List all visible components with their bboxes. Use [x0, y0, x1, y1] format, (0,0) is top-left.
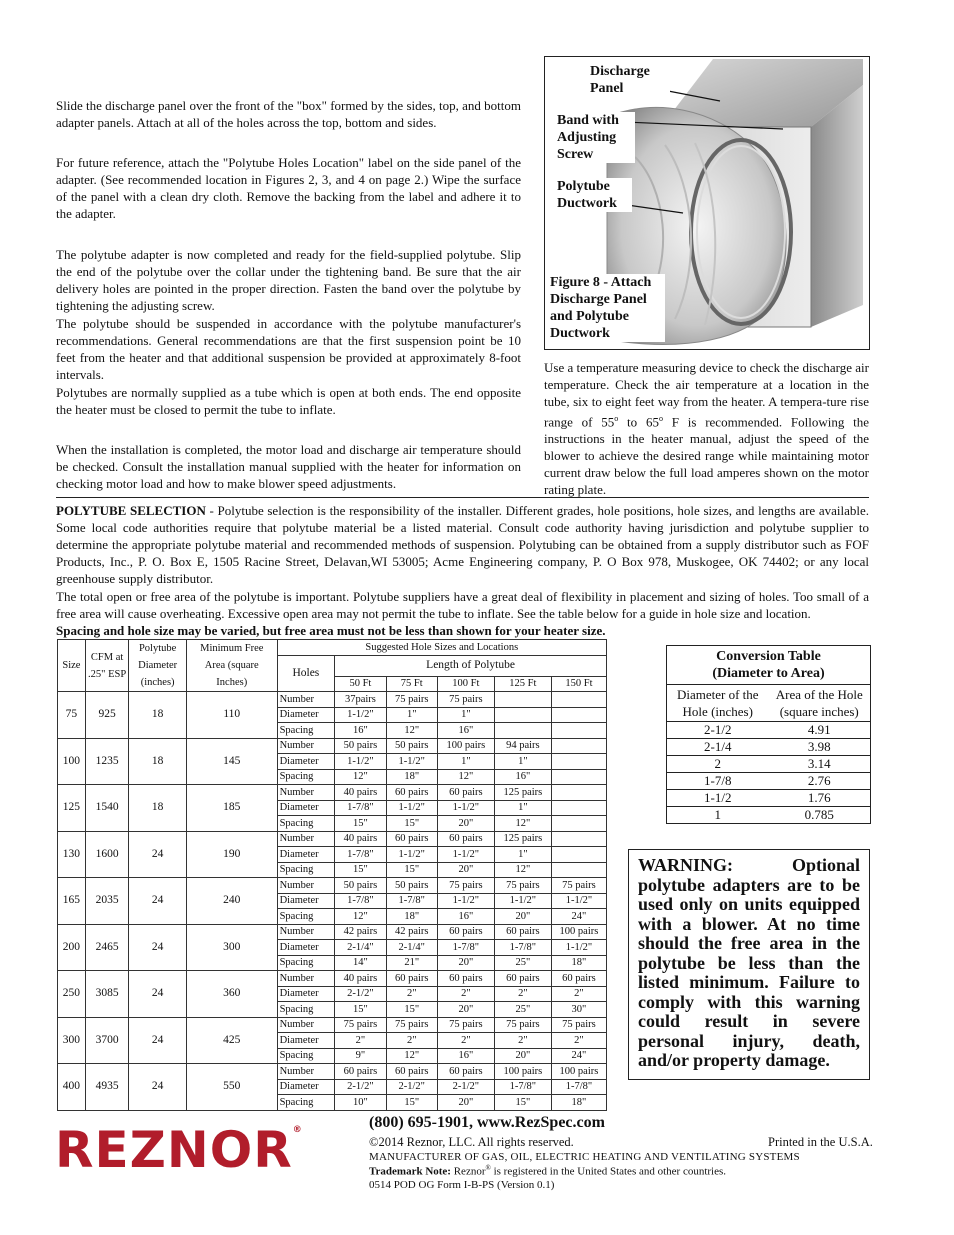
- cell-diameter: 1": [386, 707, 437, 723]
- cell-number: 75 pairs: [437, 1017, 494, 1033]
- cell-number: 75 pairs: [551, 1017, 606, 1033]
- header-cfm: CFM at .25" ESP: [85, 640, 129, 692]
- header-length-150: 150 Ft: [551, 676, 606, 692]
- cell-diameter: 1-7/8": [437, 940, 494, 956]
- conversion-diameter: 2-1/2: [704, 722, 732, 737]
- cell-diameter: 2-1/2": [335, 1079, 387, 1095]
- cell-spacing: [551, 816, 606, 832]
- cell-size: 125: [58, 785, 86, 832]
- cell-polytube-diameter: 18: [129, 738, 187, 785]
- cell-diameter: 2-1/4": [386, 940, 437, 956]
- conversion-diameter: 2-1/4: [704, 739, 732, 754]
- conversion-header-diameter: Diameter of the Hole (inches): [676, 687, 759, 719]
- cell-diameter: [551, 800, 606, 816]
- cell-size: 130: [58, 831, 86, 878]
- cell-row-label: Spacing: [277, 769, 335, 785]
- cell-diameter: 1-1/2": [335, 754, 387, 770]
- table-row: [58, 1064, 607, 1080]
- cell-spacing: 21": [386, 955, 437, 971]
- cell-row-label: Diameter: [277, 986, 335, 1002]
- cell-spacing: 15": [335, 816, 387, 832]
- cell-number: 50 pairs: [386, 738, 437, 754]
- cell-row-label: Number: [277, 971, 335, 987]
- cell-diameter: 2": [551, 1033, 606, 1049]
- cell-min-free-area: 360: [186, 971, 277, 1018]
- paragraph-discharge-panel: Slide the discharge panel over the front of the "box" formed by the sides, top, and bottom adapter panels. Attach at all of the holes across the top, bottom and sides.: [56, 98, 521, 130]
- form-number: 0514 POD OG Form I-B-PS (Version 0.1): [369, 1179, 555, 1191]
- cell-min-free-area: 145: [186, 738, 277, 785]
- cell-spacing: [551, 723, 606, 739]
- cell-size: 100: [58, 738, 86, 785]
- cell-number: 60 pairs: [437, 924, 494, 940]
- cell-diameter: 1-7/8": [335, 847, 387, 863]
- cell-diameter: 2-1/2": [386, 1079, 437, 1095]
- warning-box: WARNING: Optional polytube adapters are to be used only on units equipped with a blower. At no time should the free area in the polytube be less than the listed minimum. Failure to comply with this warning could result in severe personal injury, death, and/or property damage.: [628, 849, 870, 1080]
- divider: [56, 497, 869, 498]
- table-row: [58, 738, 607, 754]
- header-length-50: 50 Ft: [335, 676, 387, 692]
- cell-diameter: 1-1/2": [494, 893, 551, 909]
- cell-diameter: 2-1/4": [335, 940, 387, 956]
- hole-size-table: [57, 639, 607, 1111]
- cell-diameter: 1": [437, 707, 494, 723]
- cell-number: 125 pairs: [494, 785, 551, 801]
- header-length: Length of Polytube: [335, 655, 607, 676]
- cell-number: 40 pairs: [335, 785, 387, 801]
- cell-diameter: 1": [494, 847, 551, 863]
- cell-number: [551, 785, 606, 801]
- cell-size: 75: [58, 692, 86, 739]
- table-row: [58, 878, 607, 894]
- conversion-row: [667, 756, 870, 773]
- cell-spacing: 15": [335, 862, 387, 878]
- cell-spacing: 9": [335, 1048, 387, 1064]
- header-holes: Holes: [277, 655, 335, 692]
- header-size: Size: [58, 640, 86, 692]
- cell-diameter: 1-1/2": [437, 847, 494, 863]
- cell-spacing: 16": [437, 723, 494, 739]
- trademark-note: Trademark Note: Reznor® is registered in the United States and other countries.: [369, 1164, 727, 1178]
- cell-diameter: 2": [386, 1033, 437, 1049]
- table-row: [58, 1017, 607, 1033]
- cell-row-label: Number: [277, 738, 335, 754]
- cell-number: [551, 831, 606, 847]
- cell-cfm: 3700: [85, 1017, 129, 1064]
- cell-row-label: Number: [277, 1017, 335, 1033]
- cell-polytube-diameter: 24: [129, 1064, 187, 1111]
- cell-number: 60 pairs: [437, 971, 494, 987]
- cell-spacing: 20": [437, 816, 494, 832]
- cell-spacing: 20": [437, 955, 494, 971]
- cell-number: 94 pairs: [494, 738, 551, 754]
- cell-spacing: 12": [335, 909, 387, 925]
- header-length-100: 100 Ft: [437, 676, 494, 692]
- cell-diameter: 1": [494, 754, 551, 770]
- cell-spacing: [494, 723, 551, 739]
- cell-spacing: 12": [335, 769, 387, 785]
- cell-spacing: 15": [494, 1095, 551, 1111]
- header-length-75: 75 Ft: [386, 676, 437, 692]
- cell-spacing: 18": [551, 955, 606, 971]
- cell-number: 75 pairs: [335, 1017, 387, 1033]
- cell-spacing: 15": [335, 1002, 387, 1018]
- cell-number: 60 pairs: [494, 924, 551, 940]
- paragraph-closed-end: Polytubes are normally supplied as a tube which is open at both ends. The end opposite the heater must be closed to permit the tube to inflate.: [56, 385, 521, 417]
- cell-min-free-area: 110: [186, 692, 277, 739]
- manufacturer-line: MANUFACTURER OF GAS, OIL, ELECTRIC HEATING AND VENTILATING SYSTEMS: [369, 1151, 800, 1163]
- cell-spacing: 20": [494, 909, 551, 925]
- cell-diameter: [551, 754, 606, 770]
- cell-spacing: 20": [437, 862, 494, 878]
- cell-row-label: Diameter: [277, 754, 335, 770]
- conversion-area: 4.91: [807, 722, 831, 737]
- cell-row-label: Number: [277, 785, 335, 801]
- cell-number: 60 pairs: [437, 1064, 494, 1080]
- free-area-paragraph: The total open or free area of the polytube is important. Polytube suppliers have a great deal of flexibility in placement and sizing of holes. Too small of a free area will cause overheating. Excessive open area may not permit the tube to inflate. See the table below for a guide in hole size and location.: [56, 589, 869, 621]
- cell-number: [551, 738, 606, 754]
- cell-row-label: Number: [277, 878, 335, 894]
- cell-number: 100 pairs: [494, 1064, 551, 1080]
- conversion-diameter: 1-1/2: [704, 790, 732, 805]
- cell-row-label: Diameter: [277, 940, 335, 956]
- cell-spacing: 12": [437, 769, 494, 785]
- cell-spacing: 20": [494, 1048, 551, 1064]
- cell-number: 75 pairs: [551, 878, 606, 894]
- cell-size: 200: [58, 924, 86, 971]
- cell-cfm: 3085: [85, 971, 129, 1018]
- cell-number: 40 pairs: [335, 831, 387, 847]
- cell-number: 42 pairs: [386, 924, 437, 940]
- cell-number: 75 pairs: [494, 1017, 551, 1033]
- cell-spacing: 12": [494, 862, 551, 878]
- cell-size: 165: [58, 878, 86, 925]
- cell-diameter: 1-1/2": [551, 940, 606, 956]
- cell-number: 60 pairs: [551, 971, 606, 987]
- cell-diameter: 2-1/2": [437, 1079, 494, 1095]
- cell-spacing: [551, 862, 606, 878]
- cell-diameter: 2-1/2": [335, 986, 387, 1002]
- conversion-title: Conversion Table (Diameter to Area): [667, 646, 870, 685]
- figure-8: [544, 56, 870, 350]
- conversion-area: 2.76: [807, 773, 831, 788]
- cell-row-label: Diameter: [277, 847, 335, 863]
- cell-spacing: 10": [335, 1095, 387, 1111]
- cell-spacing: 16": [494, 769, 551, 785]
- cell-min-free-area: 185: [186, 785, 277, 832]
- cell-number: 75 pairs: [386, 692, 437, 708]
- header-polytube-diameter: Polytube Diameter (inches): [129, 640, 187, 692]
- conversion-row: [667, 790, 870, 807]
- cell-diameter: 1-7/8": [494, 1079, 551, 1095]
- cell-row-label: Diameter: [277, 800, 335, 816]
- cell-row-label: Diameter: [277, 1033, 335, 1049]
- cell-spacing: [551, 769, 606, 785]
- cell-spacing: 25": [494, 955, 551, 971]
- cell-number: 60 pairs: [386, 1064, 437, 1080]
- cell-spacing: 16": [437, 1048, 494, 1064]
- paragraph-suspension: The polytube should be suspended in accordance with the polytube manufacturer's recommendations. General recommendations are that the first suspension point be 10 feet from the heater and that additional suspension be provided at approximately 8-foot intervals.: [56, 316, 521, 382]
- cell-polytube-diameter: 24: [129, 971, 187, 1018]
- cell-spacing: 15": [386, 1095, 437, 1111]
- cell-number: 75 pairs: [494, 878, 551, 894]
- cell-diameter: 1-1/2": [386, 800, 437, 816]
- cell-row-label: Spacing: [277, 1048, 335, 1064]
- cell-spacing: 12": [494, 816, 551, 832]
- cell-diameter: 2": [494, 1033, 551, 1049]
- cell-number: 60 pairs: [386, 971, 437, 987]
- header-suggested: Suggested Hole Sizes and Locations: [277, 640, 606, 656]
- cell-spacing: 12": [386, 1048, 437, 1064]
- cell-spacing: 20": [437, 1095, 494, 1111]
- cell-diameter: 2": [335, 1033, 387, 1049]
- printed-in: Printed in the U.S.A.: [768, 1135, 873, 1149]
- header-minimum-free-area: Minimum Free Area (square Inches): [186, 640, 277, 692]
- label-discharge-panel: Discharge Panel: [590, 63, 670, 97]
- cell-number: 42 pairs: [335, 924, 387, 940]
- cell-number: 50 pairs: [386, 878, 437, 894]
- cell-spacing: 25": [494, 1002, 551, 1018]
- cell-number: 60 pairs: [386, 831, 437, 847]
- cell-row-label: Number: [277, 924, 335, 940]
- cell-polytube-diameter: 24: [129, 831, 187, 878]
- cell-diameter: 1-7/8": [494, 940, 551, 956]
- cell-spacing: 14": [335, 955, 387, 971]
- cell-diameter: 2": [494, 986, 551, 1002]
- cell-row-label: Spacing: [277, 909, 335, 925]
- cell-diameter: 2": [551, 986, 606, 1002]
- cell-row-label: Spacing: [277, 1095, 335, 1111]
- cell-row-label: Number: [277, 831, 335, 847]
- cell-number: 60 pairs: [494, 971, 551, 987]
- conversion-area: 0.785: [804, 807, 834, 822]
- cell-row-label: Spacing: [277, 955, 335, 971]
- table-row: [58, 971, 607, 987]
- conversion-area: 1.76: [807, 790, 831, 805]
- conversion-table: [666, 645, 871, 824]
- cell-min-free-area: 240: [186, 878, 277, 925]
- conversion-area: 3.98: [807, 739, 831, 754]
- spacing-note: Spacing and hole size may be varied, but free area must not be less than shown for your heater size.: [56, 623, 606, 638]
- conversion-diameter: 1: [714, 807, 721, 822]
- cell-min-free-area: 550: [186, 1064, 277, 1111]
- cell-number: 100 pairs: [551, 1064, 606, 1080]
- cell-diameter: 2": [437, 1033, 494, 1049]
- cell-polytube-diameter: 18: [129, 785, 187, 832]
- cell-number: 60 pairs: [437, 785, 494, 801]
- cell-diameter: 1-7/8": [335, 800, 387, 816]
- cell-row-label: Spacing: [277, 816, 335, 832]
- cell-spacing: 18": [551, 1095, 606, 1111]
- copyright: ©2014 Reznor, LLC. All rights reserved.: [369, 1135, 574, 1149]
- cell-cfm: 4935: [85, 1064, 129, 1111]
- cell-spacing: 12": [386, 723, 437, 739]
- cell-number: [551, 692, 606, 708]
- cell-min-free-area: 300: [186, 924, 277, 971]
- paragraph-adapter-complete: The polytube adapter is now completed and ready for the field-supplied polytube. Slip the end of the polytube over the collar under the tightening band. Be sure that the air delivery holes are pointed in the proper direction. Fasten the band over the polytube by tightening the adjusting screw.: [56, 247, 521, 313]
- selection-heading: POLYTUBE SELECTION: [56, 503, 206, 518]
- cell-diameter: 1-1/2": [551, 893, 606, 909]
- cell-number: 125 pairs: [494, 831, 551, 847]
- reznor-logo: REZNOR®: [55, 1121, 303, 1179]
- cell-cfm: 2465: [85, 924, 129, 971]
- label-band-adjusting-screw: Band with Adjusting Screw: [557, 112, 635, 163]
- cell-diameter: 1": [437, 754, 494, 770]
- cell-cfm: 1600: [85, 831, 129, 878]
- cell-number: 40 pairs: [335, 971, 387, 987]
- conversion-row: [667, 773, 870, 790]
- cell-diameter: [551, 707, 606, 723]
- cell-spacing: 20": [437, 1002, 494, 1018]
- cell-spacing: 15": [386, 816, 437, 832]
- cell-spacing: 30": [551, 1002, 606, 1018]
- table-row: [58, 692, 607, 708]
- cell-number: 75 pairs: [437, 692, 494, 708]
- cell-number: 100 pairs: [551, 924, 606, 940]
- figure-caption: Figure 8 - Attach Discharge Panel and Polytube Ductwork: [550, 274, 665, 342]
- cell-polytube-diameter: 18: [129, 692, 187, 739]
- cell-diameter: 1-1/2": [386, 754, 437, 770]
- cell-polytube-diameter: 24: [129, 1017, 187, 1064]
- cell-number: 60 pairs: [386, 785, 437, 801]
- cell-spacing: 16": [437, 909, 494, 925]
- cell-cfm: 2035: [85, 878, 129, 925]
- cell-number: 50 pairs: [335, 738, 387, 754]
- cell-diameter: [551, 847, 606, 863]
- cell-number: [494, 692, 551, 708]
- cell-row-label: Diameter: [277, 707, 335, 723]
- paragraph-temperature: Use a temperature measuring device to check the discharge air temperature. Check the air temperature at a location in the tube, six to eight feet way from the heater. A tempera-ture rise range of 55$^o$ to 65$^o$ F is recommended. Following the instructions in the heater manual, adjust the speed of the blower to achieve the desired range while maintaining motor current draw below the full load amperes shown on the motor rating plate.: [544, 360, 869, 498]
- cell-spacing: 24": [551, 1048, 606, 1064]
- cell-row-label: Number: [277, 692, 335, 708]
- cell-row-label: Diameter: [277, 893, 335, 909]
- cell-row-label: Spacing: [277, 1002, 335, 1018]
- cell-row-label: Number: [277, 1064, 335, 1080]
- conversion-area: 3.14: [807, 756, 831, 771]
- conversion-row: [667, 739, 870, 756]
- cell-cfm: 925: [85, 692, 129, 739]
- conversion-row: [667, 722, 870, 739]
- cell-min-free-area: 425: [186, 1017, 277, 1064]
- table-row: [58, 785, 607, 801]
- cell-diameter: [494, 707, 551, 723]
- cell-diameter: 1-7/8": [335, 893, 387, 909]
- cell-size: 250: [58, 971, 86, 1018]
- cell-size: 300: [58, 1017, 86, 1064]
- cell-number: 60 pairs: [437, 831, 494, 847]
- cell-diameter: 1": [494, 800, 551, 816]
- selection-paragraph: POLYTUBE SELECTION - Polytube selection is the responsibility of the installer. Different grades, hole positions, hole sizes, and lengths are available. Some local code authorities require that polytube material be a listed material. Consult code authority having jurisdiction and polytube supplier to determine the appropriate polytube material and recommended methods of suspension. Polytubing can be obtained from a supply distributor such as FOF Products, Inc., P. O. Box E, 1505 Racine Street, Delavan,WI 53005; Acme Engineering company, P. O Box 978, Muskogee, OK 74402; or any local greenhouse supply distributor.: [56, 503, 869, 586]
- contact-line: (800) 695-1901, www.RezSpec.com: [369, 1114, 605, 1131]
- header-length-125: 125 Ft: [494, 676, 551, 692]
- cell-row-label: Spacing: [277, 723, 335, 739]
- cell-number: 50 pairs: [335, 878, 387, 894]
- cell-number: 60 pairs: [335, 1064, 387, 1080]
- table-row: [58, 924, 607, 940]
- cell-spacing: 15": [386, 862, 437, 878]
- cell-spacing: 24": [551, 909, 606, 925]
- cell-row-label: Diameter: [277, 1079, 335, 1095]
- label-polytube-ductwork: Polytube Ductwork: [557, 178, 632, 212]
- cell-spacing: 18": [386, 769, 437, 785]
- cell-diameter: 1-1/2": [335, 707, 387, 723]
- cell-diameter: 1-1/2": [437, 893, 494, 909]
- cell-cfm: 1235: [85, 738, 129, 785]
- cell-spacing: 18": [386, 909, 437, 925]
- cell-diameter: 1-7/8": [386, 893, 437, 909]
- cell-cfm: 1540: [85, 785, 129, 832]
- cell-number: 75 pairs: [437, 878, 494, 894]
- cell-number: 37pairs: [335, 692, 387, 708]
- conversion-row: [667, 807, 870, 824]
- conversion-diameter: 2: [714, 756, 721, 771]
- cell-spacing: 16": [335, 723, 387, 739]
- cell-polytube-diameter: 24: [129, 924, 187, 971]
- table-row: [58, 831, 607, 847]
- cell-number: 75 pairs: [386, 1017, 437, 1033]
- cell-size: 400: [58, 1064, 86, 1111]
- paragraph-installation-check: When the installation is completed, the motor load and discharge air temperature should be checked. Consult the installation manual supplied with the heater for information on checking motor load and how to make blower speed adjustments.: [56, 442, 521, 491]
- cell-diameter: 2": [386, 986, 437, 1002]
- paragraph-label: For future reference, attach the "Polytube Holes Location" label on the side panel of the adapter. (See recommended location in Figures 2, 3, and 4 on page 2.) Wipe the surface of the panel with a clean dry cloth. Remove the backing from the label and adhere it to the adapter.: [56, 155, 521, 221]
- cell-polytube-diameter: 24: [129, 878, 187, 925]
- cell-row-label: Spacing: [277, 862, 335, 878]
- cell-diameter: 2": [437, 986, 494, 1002]
- cell-diameter: 1-1/2": [386, 847, 437, 863]
- conversion-header-area: Area of the Hole (square inches): [775, 687, 863, 719]
- conversion-diameter: 1-7/8: [704, 773, 732, 788]
- cell-diameter: 1-7/8": [551, 1079, 606, 1095]
- cell-min-free-area: 190: [186, 831, 277, 878]
- cell-number: 100 pairs: [437, 738, 494, 754]
- cell-spacing: 15": [386, 1002, 437, 1018]
- cell-diameter: 1-1/2": [437, 800, 494, 816]
